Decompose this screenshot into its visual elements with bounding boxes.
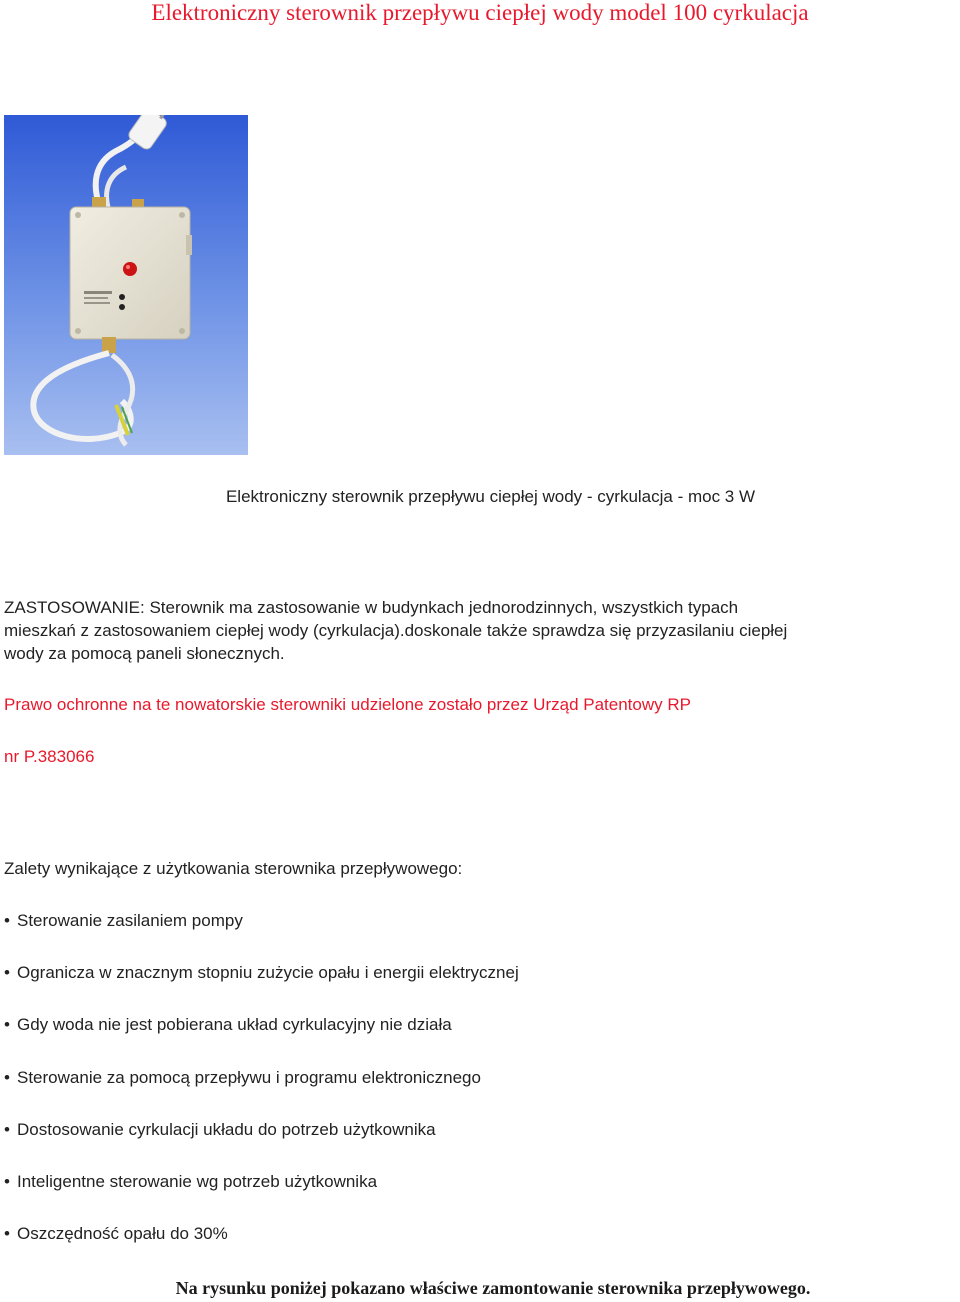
bullet-icon: •: [4, 1224, 10, 1244]
bullet-icon: •: [4, 1015, 10, 1035]
list-item: • Gdy woda nie jest pobierana układ cyrkulacyjny nie działa: [4, 1015, 452, 1035]
page-title: Elektroniczny sterownik przepływu ciepłej wody model 100 cyrkulacja: [151, 0, 809, 25]
list-item: • Ogranicza w znacznym stopniu zużycie opału i energii elektrycznej: [4, 963, 519, 983]
advantages-list: [4, 910, 519, 1275]
bullet-icon: •: [4, 911, 10, 930]
patent-statement: Prawo ochronne na te nowatorskie sterowniki udzielone zostało przez Urząd Patentowy RP: [4, 695, 691, 714]
bullet-icon: •: [4, 963, 10, 983]
usage-line: wody za pomocą paneli słonecznych.: [4, 644, 285, 663]
usage-line: ZASTOSOWANIE: Sterownik ma zastosowanie w budynkach jednorodzinnych, wszystkich typach: [4, 598, 739, 617]
product-caption: Elektroniczny sterownik przepływu ciepłej wody - cyrkulacja - moc 3 W: [225, 487, 756, 506]
list-item: • Oszczędność opału do 30%: [4, 1224, 228, 1244]
bullet-icon: •: [4, 1067, 10, 1087]
footer-note: Na rysunku poniżej pokazano właściwe zamontowanie sterownika przepływowego.: [175, 1278, 811, 1298]
advantages-heading: Zalety wynikające z użytkowania sterownika przepływowego:: [4, 859, 463, 878]
bullet-icon: •: [4, 1171, 10, 1191]
list-item: • Sterowanie za pomocą przepływu i programu elektronicznego: [4, 1067, 481, 1087]
product-photo: [4, 115, 248, 455]
patent-number: nr P.383066: [4, 747, 95, 766]
usage-paragraph: [4, 596, 960, 665]
list-item: • Sterowanie zasilaniem pompy: [4, 911, 243, 930]
bullet-icon: •: [4, 1119, 10, 1139]
usage-line: mieszkań z zastosowaniem ciepłej wody (cyrkulacja).doskonale także sprawdza się przyzasilaniu ciepłej: [4, 621, 788, 640]
list-item: • Dostosowanie cyrkulacji układu do potrzeb użytkownika: [4, 1119, 436, 1139]
list-item: • Inteligentne sterowanie wg potrzeb użytkownika: [4, 1171, 378, 1191]
